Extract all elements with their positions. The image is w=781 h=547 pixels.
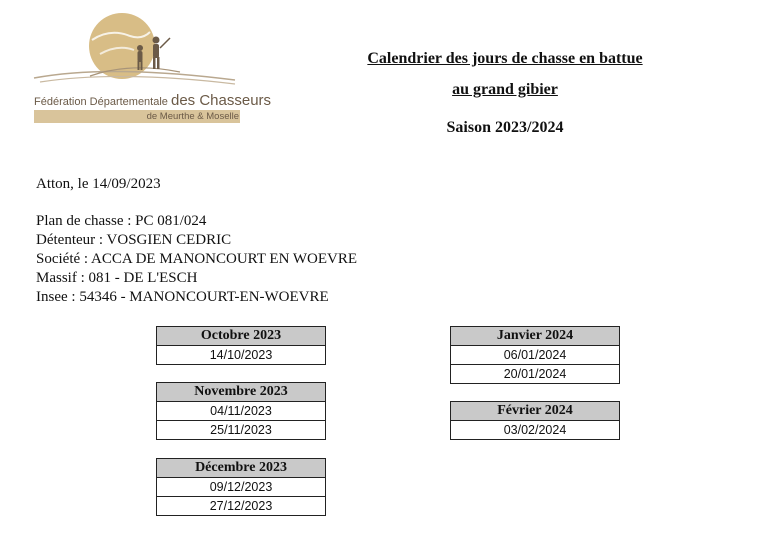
logo-name-small: Fédération Départementale xyxy=(34,96,168,108)
season-label: Saison 2023/2024 xyxy=(446,119,564,136)
hunt-date: 20/01/2024 xyxy=(450,365,620,384)
hunt-date: 06/01/2024 xyxy=(450,346,620,365)
logo-federation-name xyxy=(34,92,271,109)
hunt-date: 25/11/2023 xyxy=(156,421,326,440)
federation-logo xyxy=(30,10,272,125)
hunt-date: 03/02/2024 xyxy=(450,421,620,440)
place-date: Atton, le 14/09/2023 xyxy=(36,176,161,192)
hunt-date: 04/11/2023 xyxy=(156,402,326,421)
month-header: Décembre 2023 xyxy=(156,458,326,478)
month-table xyxy=(156,326,326,365)
month-header: Novembre 2023 xyxy=(156,382,326,402)
holder: Détenteur : VOSGIEN CEDRIC xyxy=(36,232,232,248)
hunt-date: 09/12/2023 xyxy=(156,478,326,497)
hunt-date: 14/10/2023 xyxy=(156,346,326,365)
month-header: Octobre 2023 xyxy=(156,326,326,346)
page-title: Calendrier des jours de chasse en battue xyxy=(367,50,643,67)
society: Société : ACCA DE MANONCOURT EN WOEVRE xyxy=(36,251,358,267)
hunters-emblem-icon xyxy=(30,10,245,90)
month-table xyxy=(156,382,326,440)
month-table xyxy=(450,401,620,440)
hunt-date: 27/12/2023 xyxy=(156,497,326,516)
month-header: Janvier 2024 xyxy=(450,326,620,346)
month-table xyxy=(156,458,326,516)
hunting-plan: Plan de chasse : PC 081/024 xyxy=(36,213,207,229)
page-subtitle: au grand gibier xyxy=(452,81,558,98)
insee: Insee : 54346 - MANONCOURT-EN-WOEVRE xyxy=(36,289,329,305)
month-table xyxy=(450,326,620,384)
massif: Massif : 081 - DE L'ESCH xyxy=(36,270,198,286)
logo-department: de Meurthe & Moselle xyxy=(146,111,239,122)
logo-name-big: des Chasseurs xyxy=(170,92,272,109)
month-header: Février 2024 xyxy=(450,401,620,421)
